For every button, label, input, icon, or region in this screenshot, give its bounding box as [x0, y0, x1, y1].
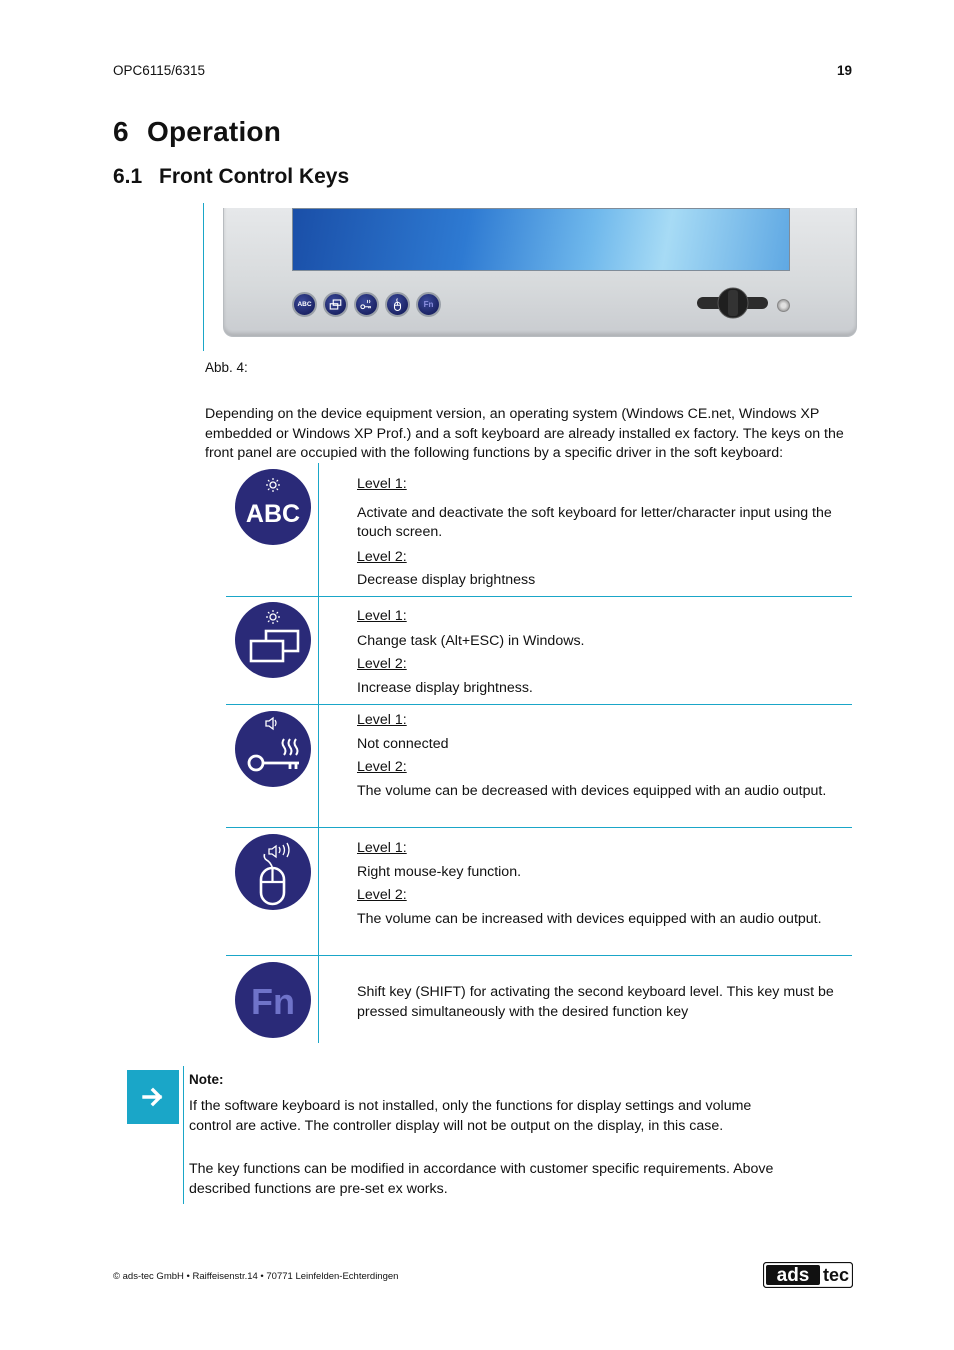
section-heading	[113, 165, 349, 189]
level2-label: Level 2:	[357, 548, 407, 565]
level2-label: Level 2:	[357, 656, 407, 672]
intro-paragraph: Depending on the device equipment version, an operating system (Windows CE.net, Windows XP embedded or Windows XP Prof.) and a soft keyboard are already installed ex factory. The keys on the front panel are occupied with the following functions by a specific driver in the soft keyboard:	[205, 406, 844, 462]
section-title: Front Control Keys	[159, 165, 350, 188]
level1-text: Right mouse-key function.	[357, 863, 522, 880]
table-row-separator	[226, 596, 852, 597]
key-description-key-volume	[357, 711, 837, 801]
ads-tec-logo	[763, 1262, 853, 1288]
level2-text: The volume can be increased with devices equipped with an audio output.	[357, 910, 822, 927]
note-marker	[127, 1070, 179, 1124]
note-paragraph: The key functions can be modified in accordance with customer specific requirements. Above described functions are pre-set ex works.	[189, 1161, 774, 1197]
device-front-panel-image	[223, 208, 857, 337]
key-volume-key-icon	[233, 709, 313, 789]
device-mouse-key	[385, 292, 410, 317]
level1-text: Change task (Alt+ESC) in Windows.	[357, 632, 585, 649]
chapter-heading	[113, 116, 281, 148]
footer-address: © ads-tec GmbH • Raiffeisenstr.14 • 70771 Leinfelden-Echterdingen	[113, 1271, 399, 1282]
level2-label: Level 2:	[357, 759, 407, 775]
note-title: Note:	[189, 1072, 224, 1087]
keys-table-divider	[318, 463, 319, 1043]
device-abc-key: ABC	[292, 292, 317, 317]
section-number: 6.1	[113, 165, 143, 188]
page-number: 19	[836, 63, 852, 78]
arrow-right-icon	[141, 1085, 165, 1109]
device-task-key	[323, 292, 348, 317]
document-id: OPC6115/6315	[113, 63, 206, 78]
abc-key-icon	[233, 467, 313, 547]
chapter-number: 6	[113, 116, 129, 147]
level1-label: Level 1:	[357, 476, 407, 492]
figure-caption: Abb. 4:	[205, 360, 248, 375]
level2-text: Decrease display brightness	[357, 572, 536, 588]
device-fn-key: Fn	[416, 292, 441, 317]
svg-text:tec: tec	[822, 1265, 850, 1285]
abc-key-label: ABC	[245, 500, 301, 528]
key-description-mouse-volume	[357, 839, 837, 929]
fn-text: Shift key (SHIFT) for activating the second keyboard level. This key must be pressed simultaneously with the desired function key	[357, 984, 834, 1020]
device-key-switch	[695, 287, 770, 319]
note-paragraph: If the software keyboard is not installed, only the functions for display settings and volume control are active. The controller display will not be output on the display, in this case.	[189, 1098, 752, 1134]
fn-key-label: Fn	[251, 981, 295, 1022]
level1-text: Not connected	[357, 735, 449, 752]
chapter-title: Operation	[147, 116, 282, 147]
table-row-separator	[226, 827, 852, 828]
device-status-led	[777, 299, 790, 312]
level2-label: Level 2:	[357, 887, 407, 903]
level1-label: Level 1:	[357, 840, 407, 856]
svg-text:ads: ads	[776, 1265, 810, 1286]
level1-text: Activate and deactivate the soft keyboard for letter/character input using the touch screen.	[357, 504, 832, 540]
table-row-separator	[226, 704, 852, 705]
device-key-volume-key	[354, 292, 379, 317]
level1-label: Level 1:	[357, 608, 407, 624]
task-switch-key-icon	[233, 600, 313, 680]
mouse-volume-key-icon	[233, 832, 313, 912]
device-screen	[292, 208, 790, 271]
key-description-abc	[357, 475, 837, 591]
key-description-task	[357, 607, 837, 698]
key-description-fn	[357, 983, 837, 1022]
level2-text: Increase display brightness.	[357, 679, 533, 696]
note-divider	[183, 1066, 184, 1204]
level1-label: Level 1:	[357, 712, 407, 728]
table-row-separator	[226, 955, 852, 956]
figure-marker-line	[203, 203, 204, 351]
level2-text: The volume can be decreased with devices equipped with an audio output.	[357, 782, 827, 799]
fn-key-icon	[233, 960, 313, 1040]
